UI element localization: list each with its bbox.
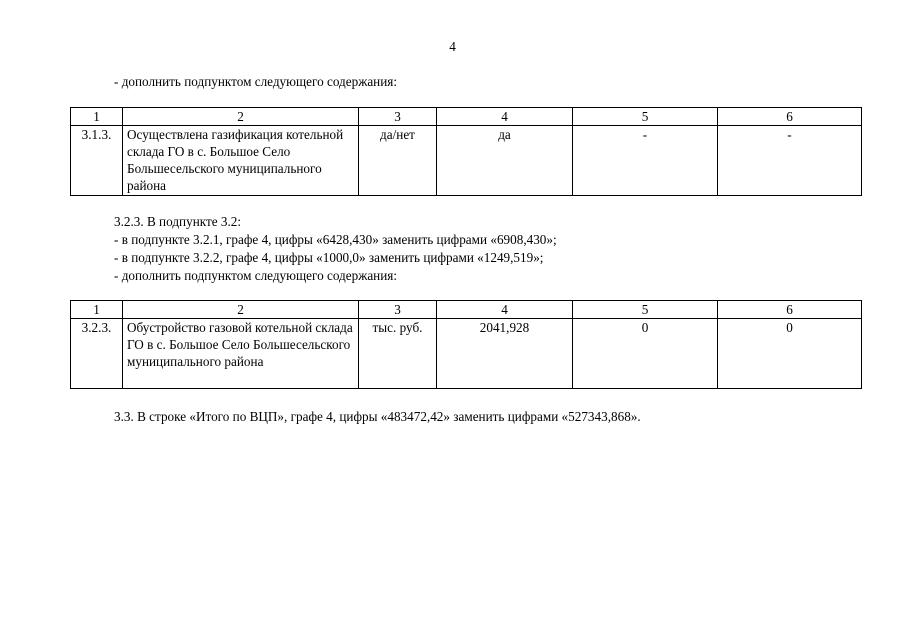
table-2-header-row: [71, 301, 862, 319]
table-1-header-cell: 1: [71, 108, 123, 126]
table-1-cell-col4: да: [437, 126, 573, 196]
table-2-cell-unit: тыс. руб.: [359, 319, 437, 389]
page-number: 4: [449, 39, 456, 54]
section-3-2-3-line1: - в подпункте 3.2.1, графе 4, цифры «6428,430» заменить цифрами «6908,430»;: [114, 232, 557, 247]
table-2-header-cell: 4: [437, 301, 573, 319]
table-2-cell-number: 3.2.3.: [71, 319, 123, 389]
section-3-2-3-title: 3.2.3. В подпункте 3.2:: [114, 214, 242, 229]
table-2-header-cell: 5: [573, 301, 718, 319]
table-1-row: [71, 126, 862, 196]
table-1-cell-unit: да/нет: [359, 126, 437, 196]
table-1-header-row: [71, 108, 862, 126]
section-3-3-paragraph: 3.3. В строке «Итого по ВЦП», графе 4, цифры «483472,42» заменить цифрами «527343,868».: [114, 409, 641, 424]
table-2-header-cell: 3: [359, 301, 437, 319]
intro-paragraph: - дополнить подпунктом следующего содержания:: [114, 74, 398, 89]
table-2-header-cell: 6: [718, 301, 862, 319]
table-1-cell-col6: -: [718, 126, 862, 196]
section-3-2-3-line3: - дополнить подпунктом следующего содержания:: [114, 268, 398, 283]
table-2-cell-col5: 0: [573, 319, 718, 389]
table-1-header-cell: 3: [359, 108, 437, 126]
section-3-2-3-line2: - в подпункте 3.2.2, графе 4, цифры «1000,0» заменить цифрами «1249,519»;: [114, 250, 544, 265]
table-1: [70, 107, 862, 196]
table-1-cell-number: 3.1.3.: [71, 126, 123, 196]
table-2: [70, 300, 862, 389]
table-2-header-cell: 2: [123, 301, 359, 319]
table-1-cell-col5: -: [573, 126, 718, 196]
table-1-header-cell: 5: [573, 108, 718, 126]
table-2-header-cell: 1: [71, 301, 123, 319]
table-2-cell-col4: 2041,928: [437, 319, 573, 389]
table-1-header-cell: 4: [437, 108, 573, 126]
table-1-header-cell: 2: [123, 108, 359, 126]
table-2-cell-col6: 0: [718, 319, 862, 389]
table-2-cell-description: Обустройство газовой котельной склада ГО в с. Большое Село Большесельского муниципального района: [123, 319, 359, 389]
table-1-header-cell: 6: [718, 108, 862, 126]
table-1-cell-description: Осуществлена газификация котельной склада ГО в с. Большое Село Большесельского муниципального района: [123, 126, 359, 196]
table-2-row: [71, 319, 862, 389]
